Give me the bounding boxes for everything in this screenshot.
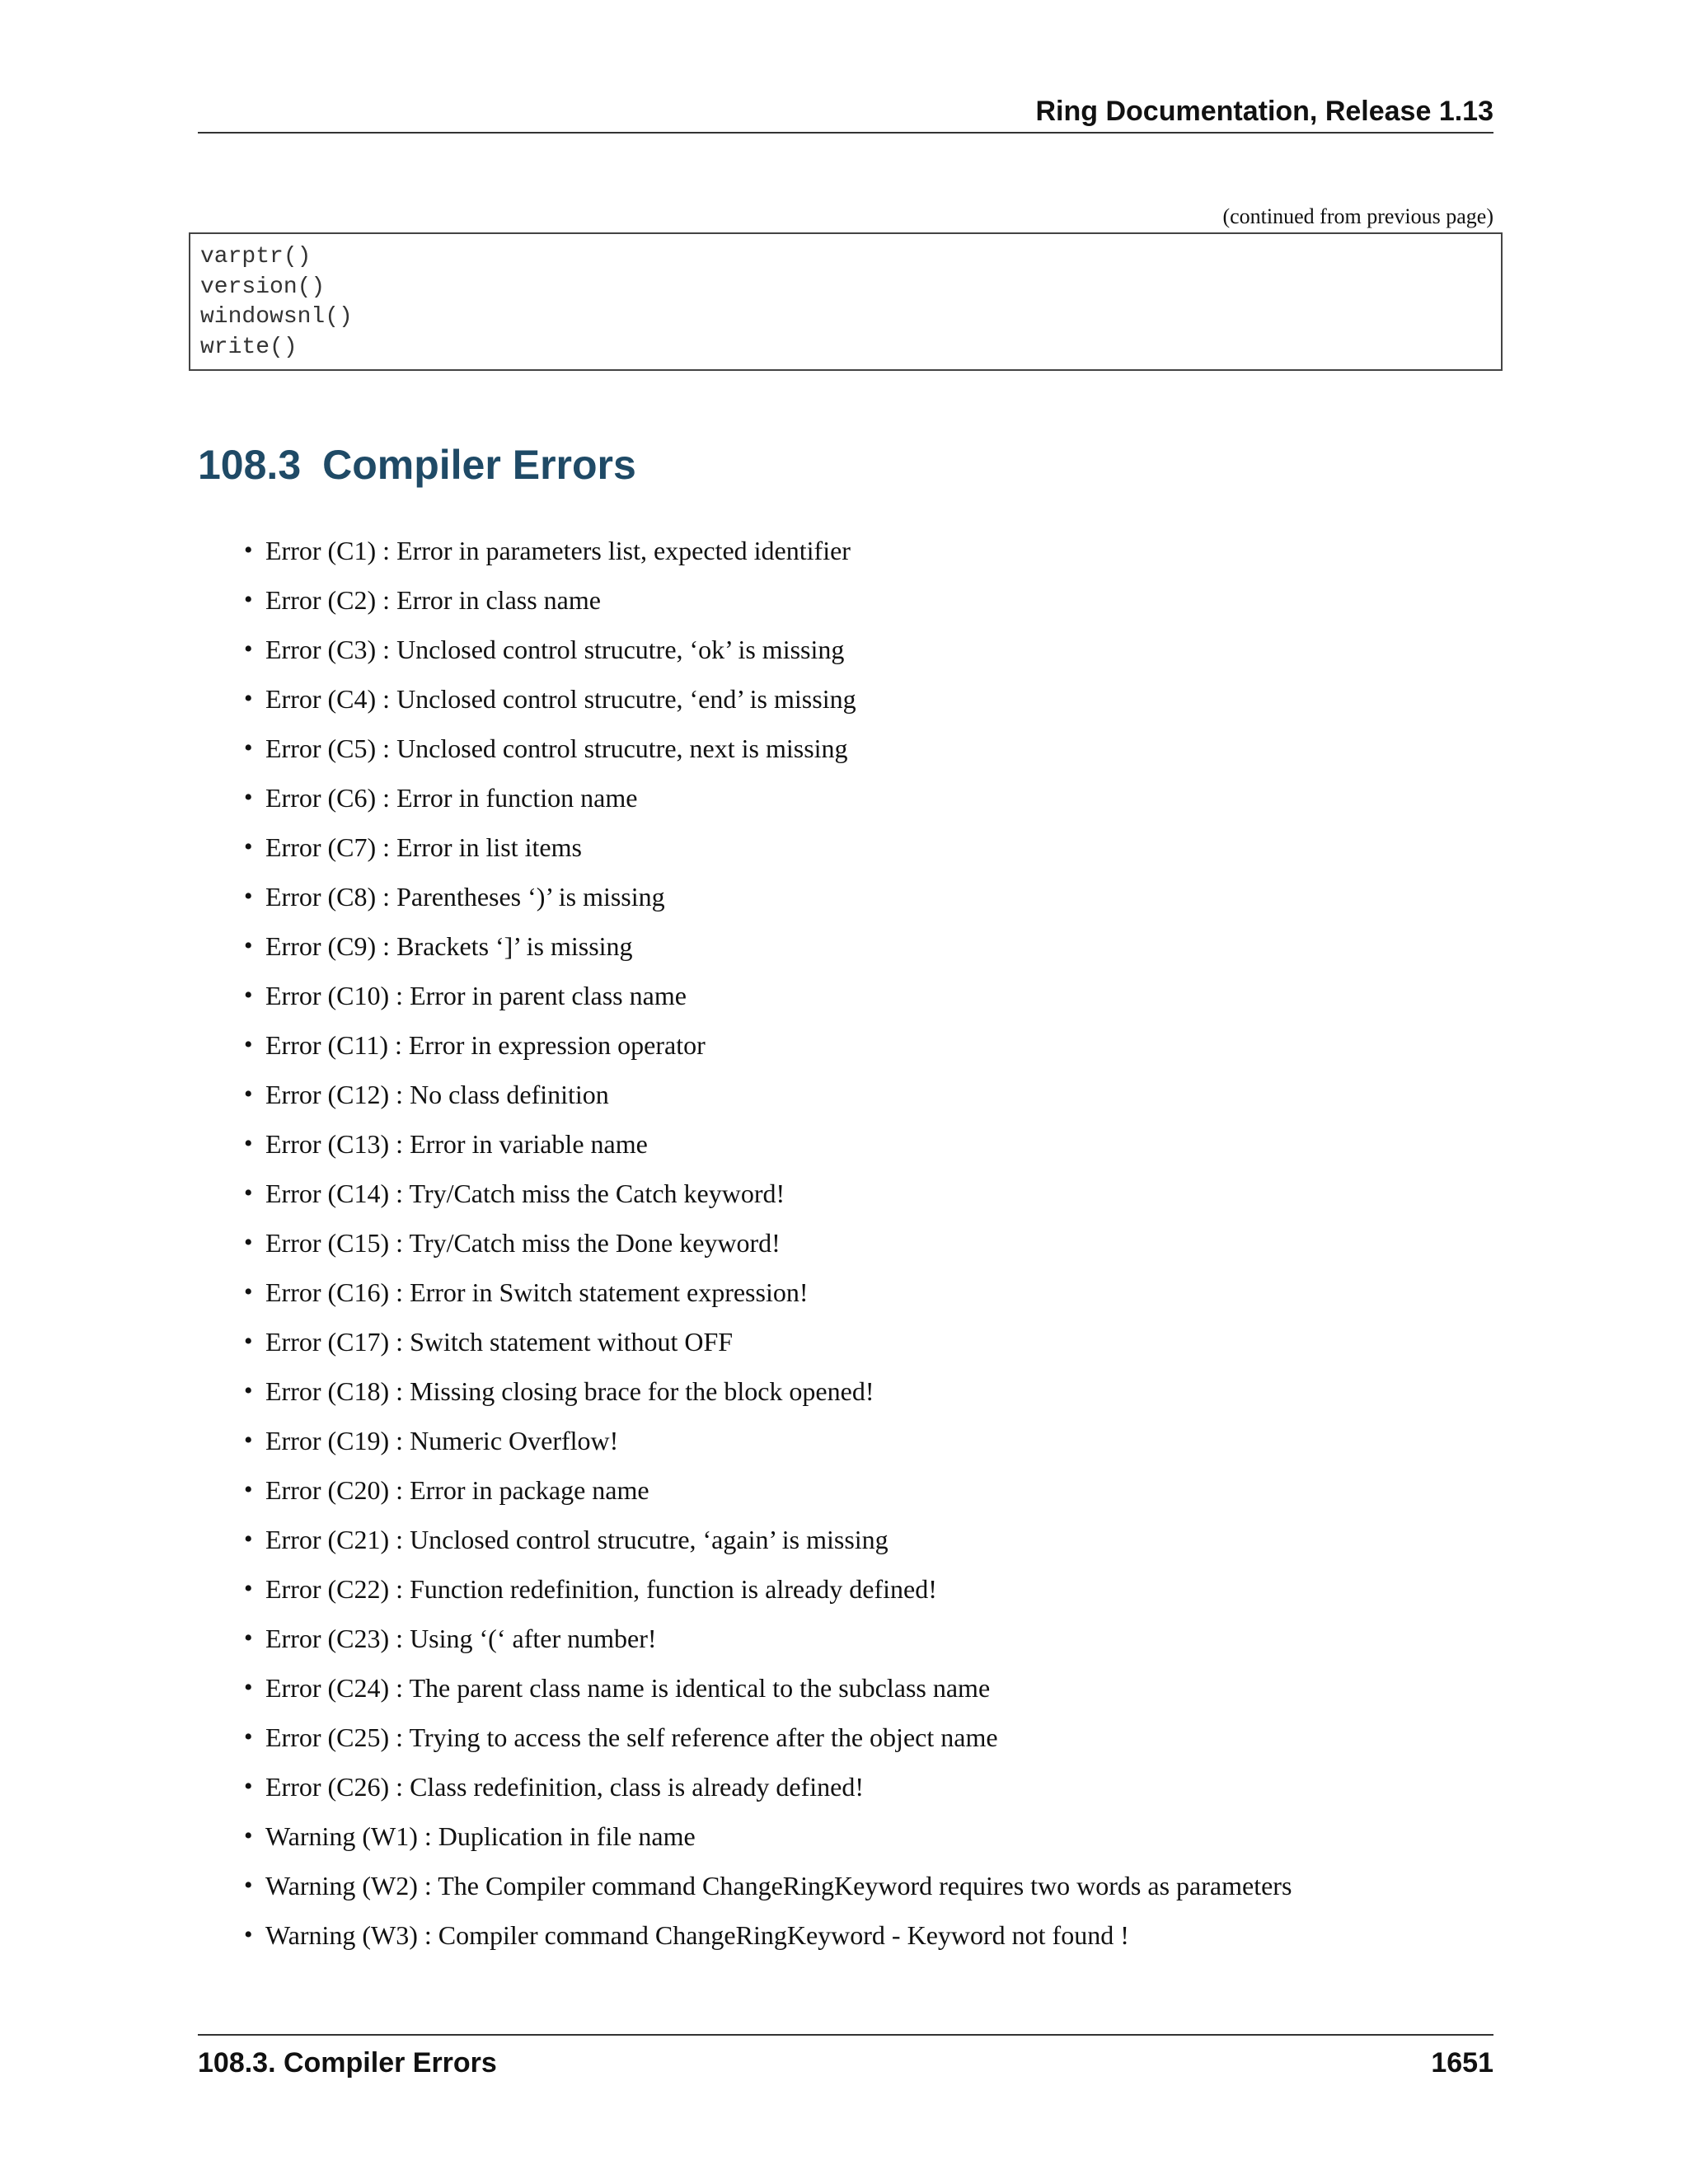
code-line: varptr() [200,244,312,269]
list-item [244,1762,1292,1811]
footer-section-link[interactable]: 108.3. Compiler Errors [198,2047,497,2079]
list-item-text: Error (C26) : Class redefinition, class is already defined! [265,1772,864,1802]
bullet-icon: • [244,1130,253,1157]
list-item [244,1169,1292,1218]
list-item [244,674,1292,724]
list-item-text: Error (C16) : Error in Switch statement expression! [265,1277,809,1307]
list-item-text: Error (C13) : Error in variable name [265,1129,648,1159]
list-item-text: Warning (W3) : Compiler command ChangeRingKeyword - Keyword not found ! [265,1920,1129,1950]
list-item [244,575,1292,625]
bullet-icon: • [244,635,253,663]
bullet-icon: • [244,1476,253,1503]
bullet-icon: • [244,833,253,860]
error-list [244,526,1292,1960]
bullet-icon: • [244,1229,253,1256]
list-item-text: Error (C5) : Unclosed control strucutre, next is missing [265,733,848,763]
list-item-text: Error (C2) : Error in class name [265,585,601,615]
list-item-text: Error (C17) : Switch statement without OFF [265,1327,734,1357]
bullet-icon: • [244,1674,253,1701]
bullet-icon: • [244,1031,253,1058]
list-item [244,971,1292,1020]
list-item-text: Error (C10) : Error in parent class name [265,981,687,1010]
bullet-icon: • [244,1822,253,1849]
section-heading[interactable] [198,437,636,493]
list-item [244,823,1292,872]
list-item-text: Error (C25) : Trying to access the self reference after the object name [265,1722,998,1752]
list-item [244,1317,1292,1366]
list-item [244,1614,1292,1663]
bullet-icon: • [244,1526,253,1553]
bullet-icon: • [244,1328,253,1355]
list-item [244,1268,1292,1317]
bullet-icon: • [244,1179,253,1207]
bullet-icon: • [244,1773,253,1800]
page-header [198,92,1493,134]
list-item [244,1663,1292,1713]
list-item-text: Error (C21) : Unclosed control strucutre, ‘again’ is missing [265,1525,889,1554]
list-item-text: Error (C1) : Error in parameters list, expected identifier [265,536,851,565]
list-item-text: Error (C20) : Error in package name [265,1475,649,1505]
list-item-text: Error (C15) : Try/Catch miss the Done keyword! [265,1228,781,1258]
code-line: write() [200,334,298,360]
list-item [244,1861,1292,1910]
list-item-text: Error (C4) : Unclosed control strucutre, ‘end’ is missing [265,684,856,714]
document-title: Ring Documentation, Release 1.13 [1035,96,1493,127]
page-number: 1651 [1431,2047,1493,2079]
list-item [244,872,1292,921]
list-item-text: Error (C18) : Missing closing brace for the block opened! [265,1376,874,1406]
list-item [244,1515,1292,1564]
list-item [244,1910,1292,1960]
bullet-icon: • [244,1080,253,1108]
list-item-text: Error (C19) : Numeric Overflow! [265,1426,619,1455]
bullet-icon: • [244,1575,253,1602]
code-line: windowsnl() [200,304,353,330]
bullet-icon: • [244,1921,253,1948]
code-block [189,232,1503,371]
list-item [244,1465,1292,1515]
bullet-icon: • [244,1872,253,1899]
page-footer [198,2034,1493,2093]
list-item-text: Error (C9) : Brackets ‘]’ is missing [265,931,633,961]
bullet-icon: • [244,883,253,910]
list-item [244,1811,1292,1861]
list-item-text: Error (C6) : Error in function name [265,783,638,813]
bullet-icon: • [244,1624,253,1652]
list-item-text: Error (C14) : Try/Catch miss the Catch keyword! [265,1179,785,1208]
bullet-icon: • [244,537,253,564]
list-item [244,1713,1292,1762]
list-item [244,526,1292,575]
list-item [244,1416,1292,1465]
list-item [244,1564,1292,1614]
list-item-text: Error (C11) : Error in expression operator [265,1030,706,1060]
bullet-icon: • [244,1278,253,1305]
bullet-icon: • [244,685,253,712]
list-item-text: Error (C22) : Function redefinition, function is already defined! [265,1574,937,1604]
list-item-text: Error (C23) : Using ‘(‘ after number! [265,1624,657,1653]
bullet-icon: • [244,1427,253,1454]
continued-note: (continued from previous page) [1222,204,1493,228]
bullet-icon: • [244,1377,253,1404]
list-item-text: Error (C24) : The parent class name is identical to the subclass name [265,1673,991,1703]
list-item [244,1119,1292,1169]
bullet-icon: • [244,734,253,762]
list-item [244,1070,1292,1119]
bullet-icon: • [244,932,253,959]
bullet-icon: • [244,586,253,613]
list-item-text: Error (C8) : Parentheses ‘)’ is missing [265,882,665,912]
list-item [244,1218,1292,1268]
list-item [244,1366,1292,1416]
list-item-text: Error (C12) : No class definition [265,1080,609,1109]
bullet-icon: • [244,784,253,811]
list-item-text: Error (C7) : Error in list items [265,832,582,862]
list-item [244,724,1292,773]
list-item-text: Warning (W1) : Duplication in file name [265,1821,696,1851]
list-item-text: Error (C3) : Unclosed control strucutre, ‘ok’ is missing [265,635,845,664]
bullet-icon: • [244,1723,253,1750]
bullet-icon: • [244,982,253,1009]
list-item [244,773,1292,823]
list-item [244,1020,1292,1070]
list-item [244,625,1292,674]
list-item-text: Warning (W2) : The Compiler command ChangeRingKeyword requires two words as parameters [265,1871,1292,1900]
section-title-text: Compiler Errors [322,442,636,488]
code-line: version() [200,274,326,300]
list-item [244,921,1292,971]
section-number: 108.3 [198,442,302,488]
